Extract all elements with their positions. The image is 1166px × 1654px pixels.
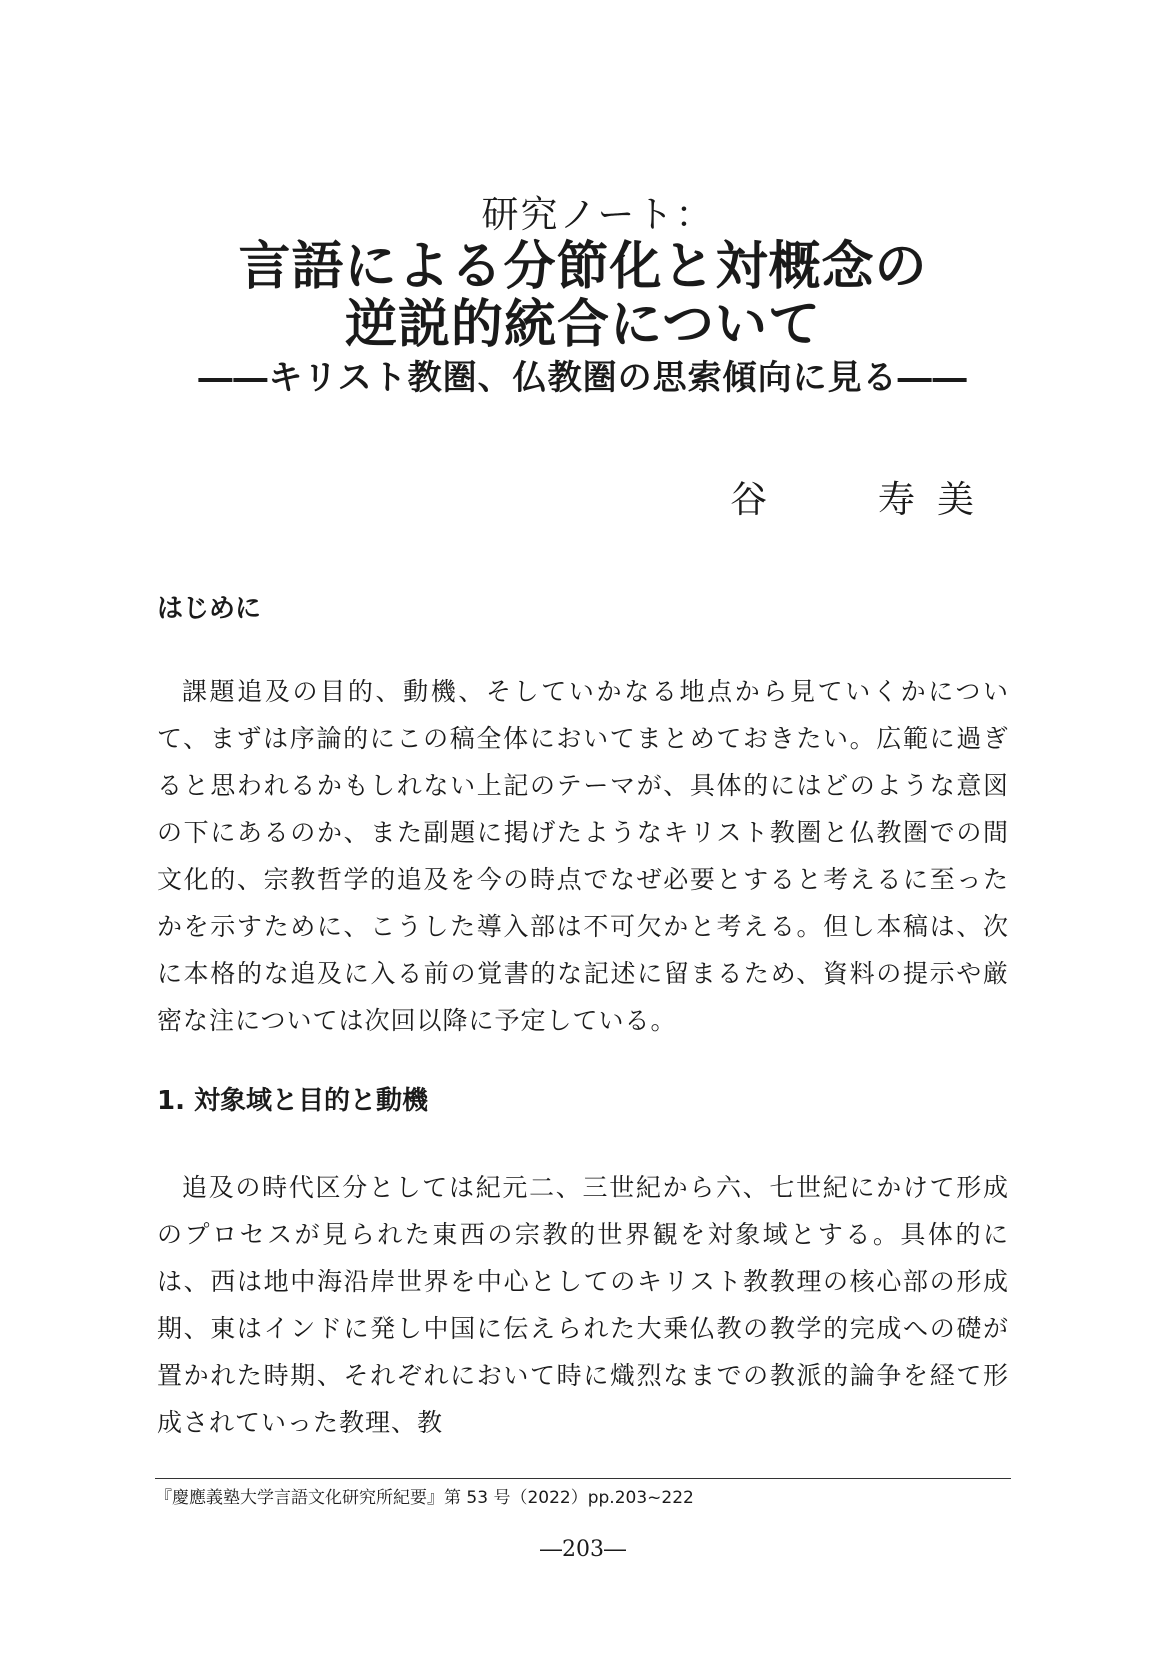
- journal-citation: 『慶應義塾大学言語文化研究所紀要』第 53 号（2022）pp.203~222: [155, 1488, 694, 1508]
- page-number: ―203―: [540, 1537, 626, 1562]
- paragraph-section-1: 追及の時代区分としては紀元二、三世紀から六、七世紀にかけて形成のプロセスが見られた東西の宗教的世界観を対象域とする。具体的には、西は地中海沿岸世界を中心としてのキリスト教教理の核心部の形成期、東はインドに発し中国に伝えられた大乗仏教の教学的完成への礎が置かれた時期、それぞれにおいて時に熾烈なまでの教派的論争を経て形成されていった教理、教: [157, 1173, 1009, 1437]
- title-line-1: 言語による分節化と対概念の: [238, 236, 928, 297]
- title-block: [0, 192, 1166, 400]
- author-family-name: 谷: [730, 478, 767, 521]
- section-heading-introduction: はじめに: [157, 594, 262, 624]
- title-line-2: 逆説的統合について: [345, 294, 821, 355]
- paragraph-introduction: 課題追及の目的、動機、そしていかなる地点から見ていくかについて、まずは序論的にこの稿全体においてまとめておきたい。広範に過ぎると思われるかもしれない上記のテーマが、具体的にはどのような意図の下にあるのか、また副題に掲げたようなキリスト教圏と仏教圏での間文化的、宗教哲学的追及を今の時点でなぜ必要とすると考えるに至ったかを示すために、こうした導入部は不可欠かと考える。但し本稿は、次に本格的な追及に入る前の覚書的な記述に留まるため、資料の提示や厳密な注については次回以降に予定している。: [157, 677, 1009, 1035]
- author-given-name: 寿美: [878, 478, 996, 521]
- author-name: [730, 478, 1000, 522]
- subtitle: ――キリスト教圏、仏教圏の思索傾向に見る――: [198, 358, 968, 398]
- article-type-label: 研究ノート：: [481, 193, 715, 236]
- footnote-rule: [155, 1478, 1011, 1479]
- section-heading-1: 1. 対象域と目的と動機: [157, 1086, 429, 1116]
